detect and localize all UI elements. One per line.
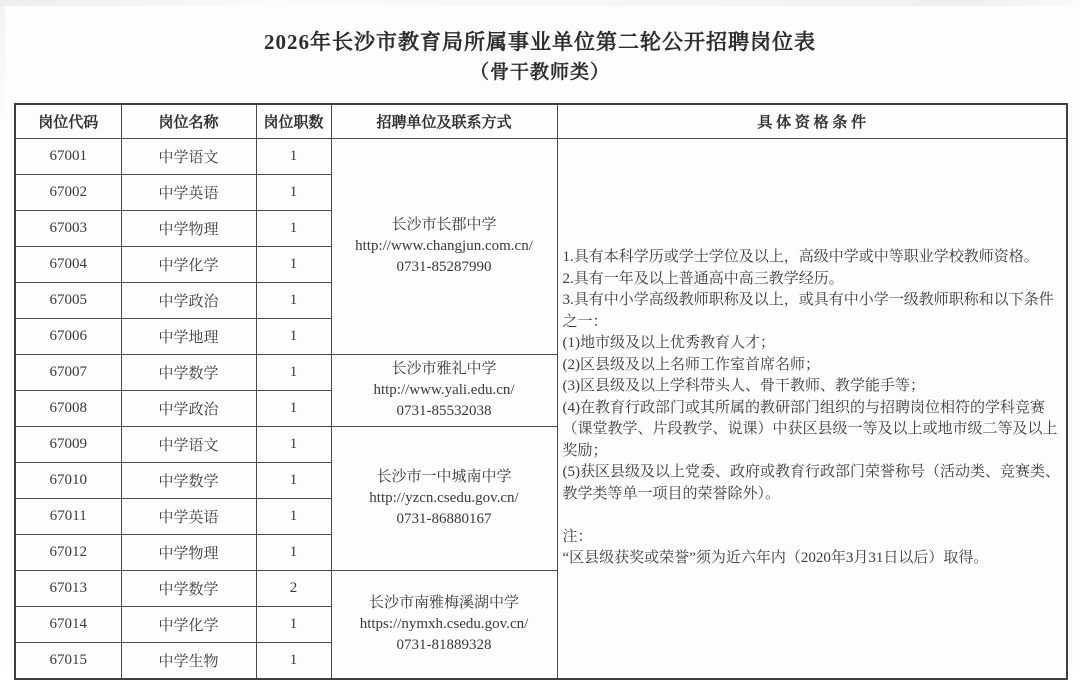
qualification-line: 1.具有本科学历或学士学位及以上，高级中学或中等职业学校教师资格。	[562, 249, 1039, 266]
position-name-cell: 中学物理	[121, 211, 256, 247]
recruiting-unit-cell	[331, 139, 557, 355]
position-count-cell: 1	[256, 319, 331, 355]
qualification-line: (4)在教育行政部门或其所属的教研部门组织的与招聘岗位相符的学科竞赛（课堂教学、片段教学、说课）中获区县级一等及以上或地市级二等及以上奖励；	[562, 399, 1058, 459]
qualifications-cell	[557, 139, 1067, 680]
position-code-cell: 67008	[15, 391, 121, 427]
position-name-cell: 中学数学	[121, 463, 256, 499]
position-count-cell: 1	[256, 211, 331, 247]
table-body	[15, 139, 1067, 680]
position-name-cell: 中学地理	[121, 319, 256, 355]
column-header-code: 岗位代码	[15, 104, 121, 139]
position-code-cell: 67003	[15, 211, 121, 247]
position-code-cell: 67001	[15, 139, 121, 175]
qualification-line: (3)区县级及以上学科带头人、骨干教师、教学能手等；	[562, 378, 925, 395]
school-url: http://yzcn.csedu.gov.cn/	[369, 490, 519, 506]
school-phone: 0731-85287990	[396, 259, 492, 275]
column-header-count: 岗位职数	[256, 104, 331, 139]
school-url: http://www.yali.edu.cn/	[373, 382, 515, 398]
position-name-cell: 中学生物	[121, 643, 256, 680]
position-name-cell: 中学化学	[121, 607, 256, 643]
position-count-cell: 1	[256, 499, 331, 535]
position-count-cell: 1	[256, 463, 331, 499]
recruiting-unit-cell	[331, 571, 557, 680]
school-name: 长沙市长郡中学	[391, 217, 497, 233]
position-code-cell: 67007	[15, 355, 121, 391]
recruiting-unit-cell	[331, 355, 557, 427]
position-count-cell: 1	[256, 283, 331, 319]
recruiting-unit-cell	[331, 427, 557, 571]
position-name-cell: 中学语文	[121, 427, 256, 463]
document-subtitle: （骨干教师类）	[469, 62, 610, 83]
position-code-cell: 67015	[15, 643, 121, 680]
school-name: 长沙市南雅梅溪湖中学	[368, 595, 519, 611]
column-header-unit: 招聘单位及联系方式	[331, 104, 557, 139]
position-code-cell: 67013	[15, 571, 121, 607]
school-phone: 0731-86880167	[396, 511, 492, 527]
qualification-line: (2)区县级及以上名师工作室首席名师；	[562, 356, 820, 373]
school-name: 长沙市一中城南中学	[376, 469, 512, 485]
position-name-cell: 中学化学	[121, 247, 256, 283]
school-name: 长沙市雅礼中学	[391, 361, 497, 377]
school-phone: 0731-81889328	[396, 637, 492, 653]
school-phone: 0731-85532038	[396, 403, 492, 419]
position-code-cell: 67010	[15, 463, 121, 499]
header-row	[15, 104, 1067, 139]
qualification-line: (5)获区县级及以上党委、政府或教育行政部门荣誉称号（活动类、竞赛类、教学类等单一项目的荣誉除外）。	[562, 464, 1060, 502]
school-url: https://nymxh.csedu.gov.cn/	[359, 616, 529, 632]
school-url: http://www.changjun.com.cn/	[355, 238, 533, 254]
table-row	[15, 139, 1067, 175]
position-code-cell: 67002	[15, 175, 121, 211]
position-code-cell: 67005	[15, 283, 121, 319]
position-count-cell: 1	[256, 535, 331, 571]
position-name-cell: 中学数学	[121, 355, 256, 391]
qualification-line: (1)地市级及以上优秀教育人才；	[562, 335, 775, 352]
position-count-cell: 2	[256, 571, 331, 607]
position-code-cell: 67014	[15, 607, 121, 643]
position-count-cell: 1	[256, 355, 331, 391]
position-name-cell: 中学政治	[121, 283, 256, 319]
position-count-cell: 1	[256, 427, 331, 463]
position-code-cell: 67012	[15, 535, 121, 571]
position-name-cell: 中学英语	[121, 499, 256, 535]
scan-artifact-top	[0, 0, 1080, 6]
qualification-line: 3.具有中小学高级教师职称及以上，或具有中小学一级教师职称和以下条件之一：	[562, 292, 1054, 330]
column-header-qualifications: 具 体 资 格 条 件	[557, 104, 1067, 139]
position-count-cell: 1	[256, 643, 331, 680]
position-count-cell: 1	[256, 175, 331, 211]
position-count-cell: 1	[256, 607, 331, 643]
qualification-line	[563, 505, 1063, 527]
position-code-cell: 67004	[15, 247, 121, 283]
position-code-cell: 67009	[15, 427, 121, 463]
position-name-cell: 中学英语	[121, 175, 256, 211]
position-name-cell: 中学政治	[121, 391, 256, 427]
position-name-cell: 中学物理	[121, 535, 256, 571]
position-code-cell: 67006	[15, 319, 121, 355]
position-name-cell: 中学数学	[121, 571, 256, 607]
qualification-line: “区县级获奖或荣誉”须为近六年内（2020年3月31日以后）取得。	[562, 550, 989, 567]
position-code-cell: 67011	[15, 499, 121, 535]
qualification-line: 2.具有一年及以上普通高中高三教学经历。	[562, 270, 844, 287]
column-header-name: 岗位名称	[121, 104, 256, 139]
position-count-cell: 1	[256, 247, 331, 283]
position-count-cell: 1	[256, 391, 331, 427]
positions-table	[14, 103, 1068, 680]
position-name-cell: 中学语文	[121, 139, 256, 175]
qualification-line: 注：	[562, 528, 593, 545]
document-title: 2026年长沙市教育局所属事业单位第二轮公开招聘岗位表	[264, 30, 816, 54]
table-header	[15, 104, 1067, 139]
position-count-cell: 1	[256, 139, 331, 175]
